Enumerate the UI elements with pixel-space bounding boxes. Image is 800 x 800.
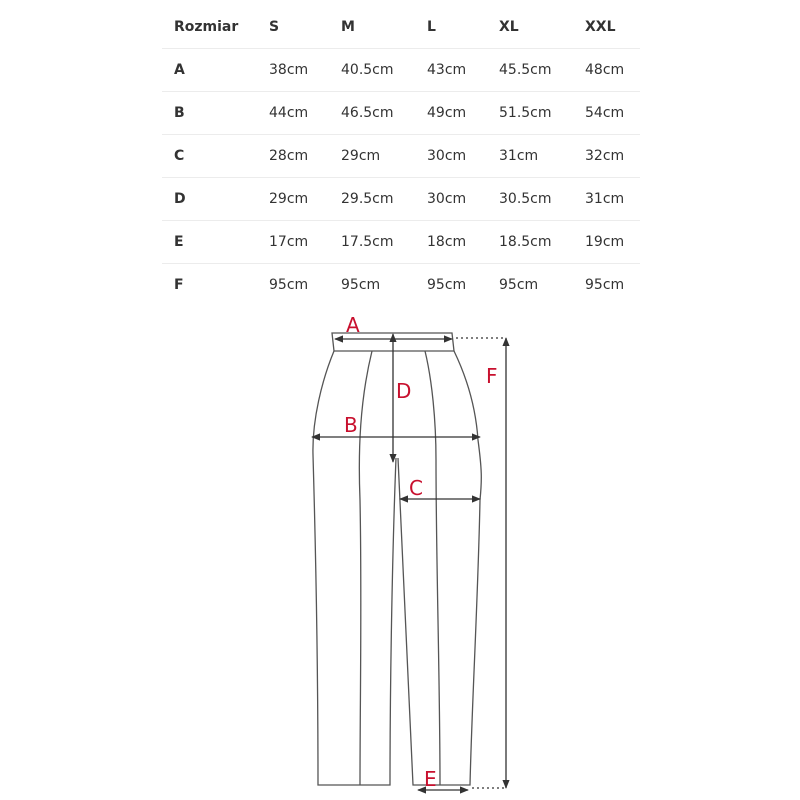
table-cell: 18.5cm xyxy=(487,221,573,264)
row-label: C xyxy=(162,135,257,178)
table-cell: 95cm xyxy=(341,277,381,293)
table-row xyxy=(162,178,640,221)
measurement-labels xyxy=(344,313,498,791)
pants-measurement-diagram xyxy=(0,300,800,800)
table-cell: 31cm xyxy=(487,135,573,178)
table-cell: 51.5cm xyxy=(487,92,573,135)
header-size: Rozmiar xyxy=(162,6,257,49)
table-cell: 95cm xyxy=(269,277,309,293)
label-d: D xyxy=(396,379,412,403)
label-b: B xyxy=(344,413,358,437)
table-cell: 29.5cm xyxy=(329,178,415,221)
table-cell: 30.5cm xyxy=(487,178,573,221)
table-cell: 44cm xyxy=(257,92,329,135)
right-seam xyxy=(425,351,440,785)
table-cell: 43cm xyxy=(415,49,487,92)
table-row xyxy=(162,92,640,135)
table-cell: 95cm xyxy=(499,277,539,293)
table-row xyxy=(162,135,640,178)
label-a: A xyxy=(346,313,360,337)
table-cell: 30cm xyxy=(415,178,487,221)
header-xl: XL xyxy=(487,6,573,49)
table-cell: 29cm xyxy=(329,135,415,178)
left-seam xyxy=(359,351,372,785)
header-m: M xyxy=(329,6,415,49)
header-l: L xyxy=(415,6,487,49)
table-cell: 29cm xyxy=(257,178,329,221)
table-cell: 40.5cm xyxy=(329,49,415,92)
table-cell: 49cm xyxy=(415,92,487,135)
table-cell: 30cm xyxy=(415,135,487,178)
table-cell: 48cm xyxy=(573,49,640,92)
row-label: E xyxy=(162,221,257,264)
label-e: E xyxy=(424,767,437,791)
table-row xyxy=(162,49,640,92)
table-cell: 38cm xyxy=(257,49,329,92)
table-cell: 18cm xyxy=(415,221,487,264)
row-label: A xyxy=(162,49,257,92)
header-s: S xyxy=(257,6,329,49)
table-cell: 19cm xyxy=(573,221,640,264)
row-label: B xyxy=(162,92,257,135)
table-cell: 28cm xyxy=(257,135,329,178)
table-header-row xyxy=(162,6,640,49)
table-cell: 54cm xyxy=(573,92,640,135)
row-label: D xyxy=(162,178,257,221)
table-cell: 32cm xyxy=(573,135,640,178)
row-label: F xyxy=(174,277,184,293)
table-cell: 17.5cm xyxy=(329,221,415,264)
table-cell: 45.5cm xyxy=(487,49,573,92)
table-cell: 95cm xyxy=(427,277,467,293)
table-cell: 95cm xyxy=(585,277,625,293)
label-c: C xyxy=(409,476,423,500)
label-f: F xyxy=(486,364,498,388)
header-xxl: XXL xyxy=(573,6,640,49)
size-chart-table xyxy=(162,6,640,306)
table-cell: 46.5cm xyxy=(329,92,415,135)
table-row xyxy=(162,221,640,264)
table-cell: 31cm xyxy=(573,178,640,221)
table-cell: 17cm xyxy=(257,221,329,264)
